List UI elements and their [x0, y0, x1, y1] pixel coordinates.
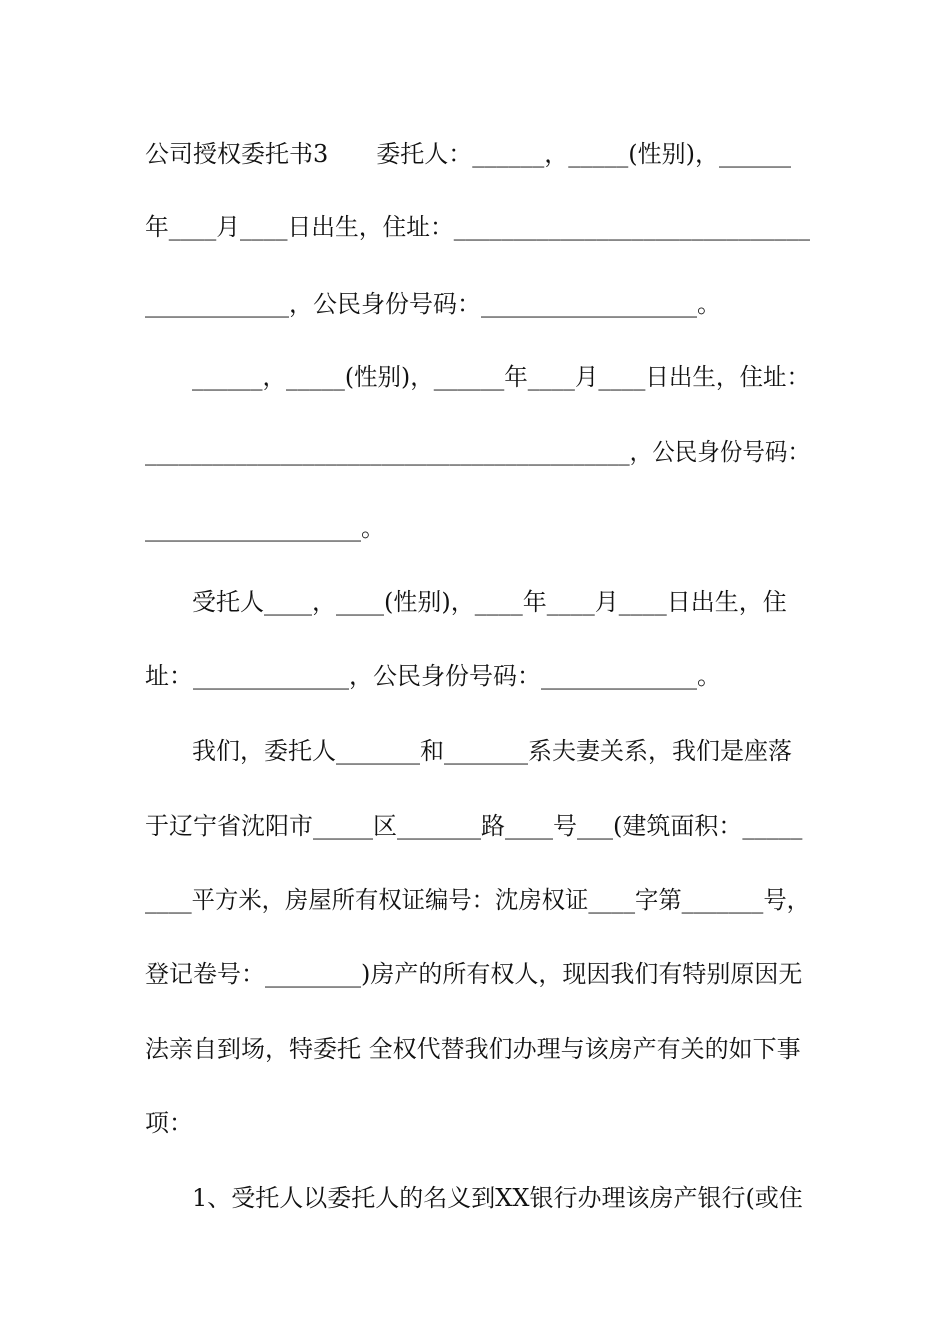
- text-line-second-address: ___________________________________________，公民身份号码：: [145, 438, 810, 466]
- text-line-second-id: __________________。: [145, 514, 385, 542]
- text-line-paragraph-start: 我们，委托人_______和_______系夫妻关系，我们是座落: [192, 737, 792, 765]
- text-line-id-number: ____________，公民身份号码：__________________。: [145, 290, 721, 318]
- text-line-items-heading: 项：: [145, 1109, 193, 1137]
- text-line-property-location: 于辽宁省沈阳市_____区_______路____号___(建筑面积：_____: [145, 812, 803, 840]
- text-line-birth-address: 年____月____日出生，住址：______________________________: [145, 213, 810, 241]
- text-line-second-principal: ______，_____(性别)，______年____月____日出生，住址：: [192, 363, 810, 391]
- text-line-entrustment: 法亲自到场，特委托 全权代替我们办理与该房产有关的如下事: [145, 1035, 801, 1063]
- text-line-item-1: 1、受托人以委托人的名义到XX银行办理该房产银行(或住: [192, 1184, 803, 1212]
- text-line-property-certificate: ____平方米，房屋所有权证编号：沈房权证____字第_______号，: [145, 886, 810, 914]
- text-line-agent: 受托人____，____(性别)，____年____月____日出生，住: [192, 588, 787, 616]
- text-line-agent-address: 址：_____________，公民身份号码：_____________。: [145, 662, 721, 690]
- text-line-title-principal: 公司授权委托书3 委托人：______，_____(性别)，______: [145, 140, 791, 168]
- text-line-registration: 登记卷号：________)房产的所有权人，现因我们有特别原因无: [145, 960, 803, 988]
